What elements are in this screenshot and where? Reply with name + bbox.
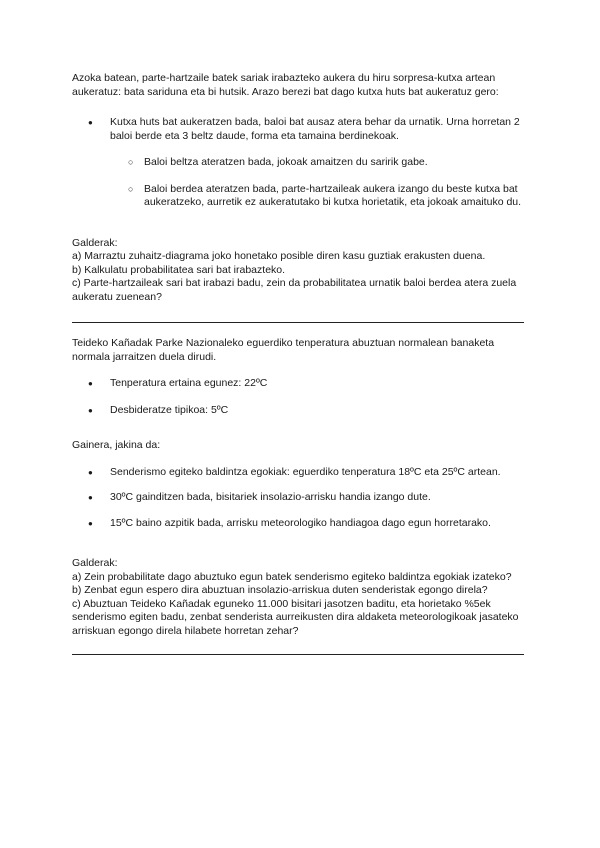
problem1-question-b: b) Kalkulatu probabilitatea sari bat irabazteko. — [72, 263, 286, 276]
problem2-questions-heading: Galderak: — [72, 557, 118, 569]
subbullet-black-ball: ○ Baloi beltza ateratzen bada, jokoak amaitzen du saririk gabe. — [72, 156, 524, 170]
problem1-question-c: c) Parte-hartzaileak sari bat irabazi badu, zein da probabilitatea urnatik baloi berdea atera zuela aukeratu zuenean? — [72, 277, 517, 303]
fact-cold-risk: ● 15ºC baino azpitik bada, arrisku meteorologiko handiagoa dago egun horretarako. — [72, 517, 524, 531]
problem1-bullets — [72, 116, 524, 143]
problem2-facts — [72, 466, 524, 531]
problem2-question-a: a) Zein probabilitate dago abuztuko egun batek senderismo egiteko baldintza egokiak izateko? — [72, 570, 512, 583]
fact-hiking-conditions: ● Senderismo egiteko baldintza egokiak: eguerdiko tenperatura 18ºC eta 25ºC artean. — [72, 466, 524, 480]
problem2-also-heading: Gainera, jakina da: — [72, 439, 161, 451]
fact-heat-risk: ● 30ºC gainditzen bada, bisitariek insolazio-arrisku handia izango dute. — [72, 491, 524, 505]
problem2-intro: Teideko Kañadak Parke Nazionaleko eguerdiko tenperatura abuztuan normalean banaketa normala jarraitzen duela dirudi. — [72, 337, 495, 363]
subbullet-green-ball: ○ Baloi berdea ateratzen bada, parte-hartzaileak aukera izango du beste kutxa bat aukeratzeko, aurretik ez aukeratutako bi kutxa horietatik, eta jokoak amaituko du. — [72, 183, 524, 210]
std-deviation-item: ● Desbideratze tipikoa: 5ºC — [72, 404, 524, 418]
problem1-question-a: a) Marraztu zuhaitz-diagrama joko honetako posible diren kasu guztiak erakusten duena. — [72, 250, 486, 262]
problem1-bullet: ● Kutxa huts bat aukeratzen bada, baloi bat ausaz atera behar da urnatik. Urna horretan 2 baloi berde eta 3 beltz daude, forma eta tamaina berdinekoak. — [72, 116, 524, 143]
problem1-questions-heading: Galderak: — [72, 236, 118, 249]
problem1-subbullets — [72, 156, 524, 210]
problem2-bullets — [72, 377, 524, 417]
section-divider-bottom — [72, 654, 524, 655]
mean-temperature-item: ● Tenperatura ertaina egunez: 22ºC — [72, 377, 524, 391]
problem1-intro: Azoka batean, parte-hartzaile batek sariak irabazteko aukera du hiru sorpresa-kutxa artean aukeratuz: bata sariduna eta bi hutsik. Arazo berezi bat dago kutxa huts bat aukeratuz gero: — [72, 72, 499, 98]
problem2-question-c: c) Abuztuan Teideko Kañadak eguneko 11.000 bisitari jasotzen baditu, eta horietako %5ek senderismo egiten badu, zenbat senderista aurreikusten dira aldaketa meteorologikoak jasateko arriskuan egongo direla hilabete horretan zehar? — [72, 597, 519, 637]
problem2-question-b: b) Zenbat egun espero dira abuztuan insolazio-arriskua duten senderistak egongo direla? — [72, 584, 488, 596]
section-divider — [72, 322, 524, 323]
worksheet-page — [72, 72, 524, 655]
